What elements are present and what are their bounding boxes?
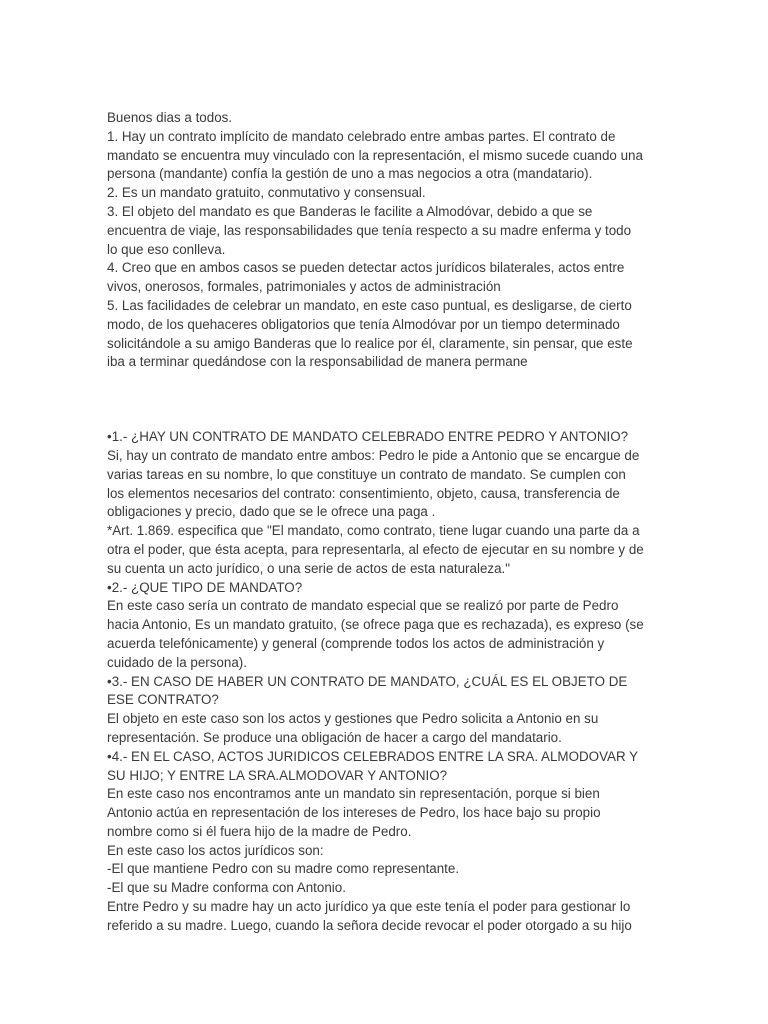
- answers-section-2: [107, 428, 667, 936]
- text-line: referido a su madre. Luego, cuando la señora decide revocar el poder otorgado a su hijo: [107, 917, 632, 933]
- text-line: En este caso los actos jurídicos son:: [107, 842, 324, 858]
- text-line: varias tareas en su nombre, lo que constituye un contrato de mandato. Se cumplen con: [107, 466, 626, 482]
- greeting-line: Buenos dias a todos.: [107, 110, 233, 125]
- text-line: solicitándole a su amigo Banderas que lo realice por él, claramente, sin pensar, que este: [107, 335, 633, 351]
- text-line: los elementos necesarios del contrato: consentimiento, objeto, causa, transferencia de: [107, 485, 620, 501]
- text-line: El objeto en este caso son los actos y gestiones que Pedro solicita a Antonio en su: [107, 711, 599, 727]
- text-line: En este caso nos encontramos ante un mandato sin representación, porque si bien: [107, 786, 600, 802]
- question-heading: •1.- ¿HAY UN CONTRATO DE MANDATO CELEBRADO ENTRE PEDRO Y ANTONIO?: [107, 429, 629, 445]
- text-line: -El que mantiene Pedro con su madre como representante.: [107, 861, 460, 877]
- text-line: modo, de los quehaceres obligatorios que tenía Almodóvar por un tiempo determinado: [107, 316, 620, 332]
- text-line: iba a terminar quedándose con la responsabilidad de manera permane: [107, 354, 528, 370]
- text-line: 1. Hay un contrato implícito de mandato celebrado entre ambas partes. El contrato de: [107, 128, 616, 144]
- text-line: persona (mandante) confía la gestión de uno a mas negocios a otra (mandatario).: [107, 166, 593, 182]
- text-line: representación. Se produce una obligación de hacer a cargo del mandatario.: [107, 729, 562, 745]
- text-line: mandato se encuentra muy vinculado con la representación, el mismo sucede cuando una: [107, 147, 643, 163]
- text-line: 4. Creo que en ambos casos se pueden detectar actos jurídicos bilaterales, actos entre: [107, 260, 625, 276]
- text-line: 3. El objeto del mandato es que Banderas le facilite a Almodóvar, debido a que se: [107, 203, 593, 219]
- text-line: En este caso sería un contrato de mandato especial que se realizó por parte de Pedro: [107, 598, 619, 614]
- article-quote-line: otra el poder, que ésta acepta, para representarla, al efecto de ejecutar en su nombre y de: [107, 541, 644, 557]
- text-line: hacia Antonio, Es un mandato gratuito, (se ofrece paga que es rechazada), es expreso (se: [107, 617, 644, 633]
- text-line: 5. Las facilidades de celebrar un mandato, en este caso puntual, es desligarse, de cierto: [107, 297, 632, 313]
- text-line: lo que eso conlleva.: [107, 241, 226, 257]
- text-line: Antonio actúa en representación de los intereses de Pedro, los hace bajo su propio: [107, 805, 601, 821]
- question-heading: •2.- ¿QUE TIPO DE MANDATO?: [107, 579, 303, 595]
- question-heading: •3.- EN CASO DE HABER UN CONTRATO DE MANDATO, ¿CUÁL ES EL OBJETO DE: [107, 673, 628, 689]
- text-line: encuentra de viaje, las responsabilidades que tenía respecto a su madre enferma y todo: [107, 222, 632, 238]
- question-heading: ESE CONTRATO?: [107, 692, 219, 708]
- answers-section-1: [107, 109, 667, 372]
- text-line: obligaciones y precio, dado que se le ofrece una paga .: [107, 504, 436, 520]
- text-line: acuerda telefónicamente) y general (comprende todos los actos de administración y: [107, 635, 605, 651]
- text-line: 2. Es un mandato gratuito, conmutativo y consensual.: [107, 185, 426, 201]
- section-gap: [107, 372, 667, 428]
- text-line: Entre Pedro y su madre hay un acto jurídico ya que este tenía el poder para gestionar lo: [107, 899, 631, 915]
- text-line: vivos, onerosos, formales, patrimoniales y actos de administración: [107, 279, 501, 295]
- document-body: [107, 109, 667, 936]
- text-line: Si, hay un contrato de mandato entre ambos: Pedro le pide a Antonio que se encargue de: [107, 447, 640, 463]
- text-line: cuidado de la persona).: [107, 654, 247, 670]
- article-quote-line: su cuenta un acto jurídico, o una serie de actos de esta naturaleza.": [107, 560, 511, 576]
- text-line: nombre como si él fuera hijo de la madre de Pedro.: [107, 823, 412, 839]
- question-heading: SU HIJO; Y ENTRE LA SRA.ALMODOVAR Y ANTONIO?: [107, 767, 448, 783]
- article-quote-line: *Art. 1.869. especifica que "El mandato, como contrato, tiene lugar cuando una parte da a: [107, 523, 640, 539]
- question-heading: •4.- EN EL CASO, ACTOS JURIDICOS CELEBRADOS ENTRE LA SRA. ALMODOVAR Y: [107, 748, 639, 764]
- text-line: -El que su Madre conforma con Antonio.: [107, 880, 346, 896]
